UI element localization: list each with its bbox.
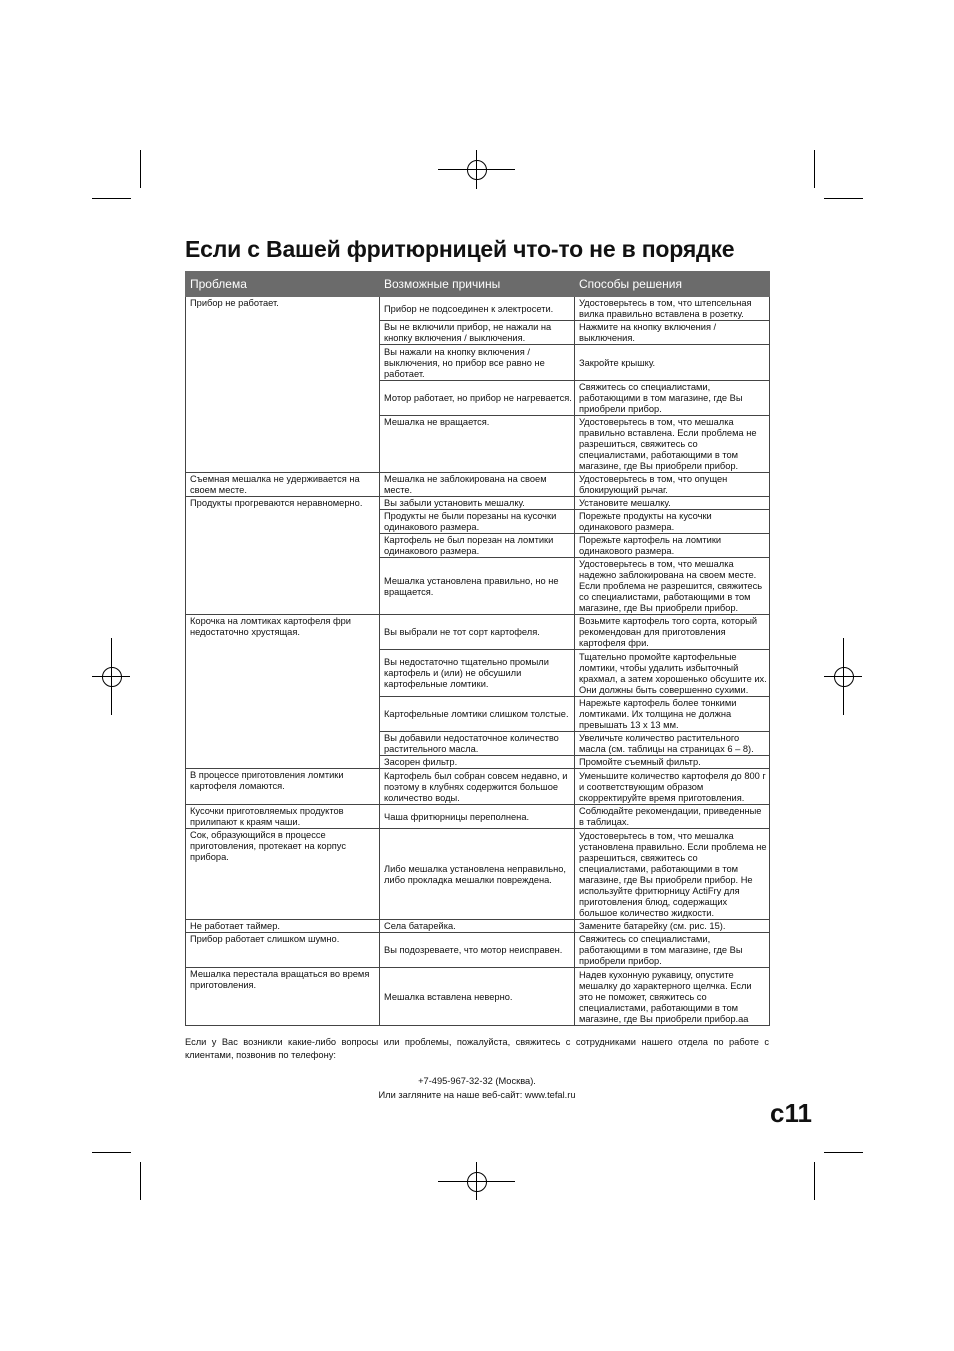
footer-contact-text: Если у Вас возникли какие-либо вопросы или проблемы, пожалуйста, свяжитесь с сотрудниками нашего отдела по работе с клиентами, позвонив по телефону: bbox=[185, 1037, 769, 1060]
problem-cell: Кусочки приготовляемых продуктов прилипают к краям чаши. bbox=[186, 805, 380, 829]
table-row bbox=[186, 473, 770, 497]
cause-cell: Либо мешалка установлена неправильно, либо прокладка мешалки повреждена. bbox=[380, 829, 575, 920]
solution-cell: Установите мешалку. bbox=[575, 497, 770, 510]
cause-cell: Картофель был собран совсем недавно, и поэтому в клубнях содержится большое количество воды. bbox=[380, 769, 575, 805]
cause-cell: Села батарейка. bbox=[380, 920, 575, 933]
page-title: Если с Вашей фритюрницей что-то не в порядке bbox=[185, 236, 735, 262]
problem-cell: Не работает таймер. bbox=[186, 920, 380, 933]
problem-cell: Сок, образующийся в процессе приготовления, протекает на корпус прибора. bbox=[186, 829, 380, 920]
solution-cell: Свяжитесь со специалистами, работающими в том магазине, где Вы приобрели прибор. bbox=[575, 381, 770, 416]
solution-cell: Уменьшите количество картофеля до 800 г и соответствующим образом скорректируйте время приготовления. bbox=[575, 769, 770, 805]
cause-cell: Мотор работает, но прибор не нагревается. bbox=[380, 381, 575, 416]
solution-cell: Увеличьте количество растительного масла (см. таблицы на страницах 6 – 8). bbox=[575, 732, 770, 756]
troubleshooting-table bbox=[185, 271, 770, 1026]
solution-cell: Нажмите на кнопку включения / выключения. bbox=[575, 321, 770, 345]
table-row bbox=[186, 615, 770, 650]
footer-phone: +7-495-967-32-32 (Москва). bbox=[418, 1076, 536, 1086]
solution-cell: Тщательно промойте картофельные ломтики, чтобы удалить избыточный крахмал, а затем хорошенько обсушите их. Они должны быть совершенно сухими. bbox=[575, 650, 770, 697]
cause-cell: Вы не включили прибор, не нажали на кнопку включения / выключения. bbox=[380, 321, 575, 345]
header-solutions: Способы решения bbox=[575, 272, 770, 297]
table-row bbox=[186, 497, 770, 510]
cause-cell: Прибор не подсоединен к электросети. bbox=[380, 297, 575, 321]
cause-cell: Вы недостаточно тщательно промыли картофель и (или) не обсушили картофельные ломтики. bbox=[380, 650, 575, 697]
cause-cell: Мешалка не заблокирована на своем месте. bbox=[380, 473, 575, 497]
header-problem: Проблема bbox=[186, 272, 380, 297]
cause-cell: Вы добавили недостаточное количество растительного масла. bbox=[380, 732, 575, 756]
cause-cell: Мешалка не вращается. bbox=[380, 416, 575, 473]
solution-cell: Удостоверьтесь в том, что мешалка надежно заблокирована на своем месте. Если проблема не разрешится, свяжитесь со специалистами, работающими в том магазине, где Вы приобрели прибор. bbox=[575, 558, 770, 615]
solution-cell: Удостоверьтесь в том, что опущен блокирующий рычаг. bbox=[575, 473, 770, 497]
solution-cell: Надев кухонную рукавицу, опустите мешалку до характерного щелчка. Если это не поможет, свяжитесь со специалистами, работающими в том магазине, где Вы приобрели прибор.аа bbox=[575, 968, 770, 1026]
problem-cell: Прибор работает слишком шумно. bbox=[186, 933, 380, 968]
page-number: c11 bbox=[770, 1098, 812, 1128]
problem-cell: Корочка на ломтиках картофеля фри недостаточно хрустящая. bbox=[186, 615, 380, 769]
cause-cell: Засорен фильтр. bbox=[380, 756, 575, 769]
cause-cell: Картофельные ломтики слишком толстые. bbox=[380, 697, 575, 732]
table-row bbox=[186, 933, 770, 968]
table-row bbox=[186, 297, 770, 321]
cause-cell: Чаша фритюрницы переполнена. bbox=[380, 805, 575, 829]
cause-cell: Картофель не был порезан на ломтики одинакового размера. bbox=[380, 534, 575, 558]
table-row bbox=[186, 829, 770, 920]
cause-cell: Вы забыли установить мешалку. bbox=[380, 497, 575, 510]
footer-website: Или загляните на наше веб-сайт: www.tefal.ru bbox=[378, 1090, 576, 1100]
solution-cell: Замените батарейку (см. рис. 15). bbox=[575, 920, 770, 933]
cause-cell: Продукты не были порезаны на кусочки одинакового размера. bbox=[380, 510, 575, 534]
problem-cell: Продукты прогреваются неравномерно. bbox=[186, 497, 380, 615]
solution-cell: Удостоверьтесь в том, что штепсельная вилка правильно вставлена в розетку. bbox=[575, 297, 770, 321]
cause-cell: Мешалка установлена правильно, но не вращается. bbox=[380, 558, 575, 615]
solution-cell: Возьмите картофель того сорта, который рекомендован для приготовления картофеля фри. bbox=[575, 615, 770, 650]
table-header-row bbox=[186, 272, 770, 297]
solution-cell: Закройте крышку. bbox=[575, 345, 770, 381]
solution-cell: Промойте съемный фильтр. bbox=[575, 756, 770, 769]
problem-cell: Съемная мешалка не удерживается на своем месте. bbox=[186, 473, 380, 497]
solution-cell: Порежьте картофель на ломтики одинакового размера. bbox=[575, 534, 770, 558]
problem-cell: Прибор не работает. bbox=[186, 297, 380, 473]
solution-cell: Свяжитесь со специалистами, работающими в том магазине, где Вы приобрели прибор. bbox=[575, 933, 770, 968]
table-row bbox=[186, 920, 770, 933]
cause-cell: Вы нажали на кнопку включения / выключения, но прибор все равно не работает. bbox=[380, 345, 575, 381]
solution-cell: Удостоверьтесь в том, что мешалка установлена правильно. Если проблема не разрешиться, свяжитесь со специалистами, работающими в том магазине, где Вы приобрели прибор. Не используйте фритюрницу ActiFry для приготовления блюд, содержащих большое количество жидкости. bbox=[575, 829, 770, 920]
problem-cell: В процессе приготовления ломтики картофеля ломаются. bbox=[186, 769, 380, 805]
table-row bbox=[186, 805, 770, 829]
cause-cell: Вы подозреваете, что мотор неисправен. bbox=[380, 933, 575, 968]
solution-cell: Удостоверьтесь в том, что мешалка правильно вставлена. Если проблема не разрешиться, свяжитесь со специалистами, работающими в том магазине, где Вы приобрели прибор. bbox=[575, 416, 770, 473]
solution-cell: Порежьте продукты на кусочки одинакового размера. bbox=[575, 510, 770, 534]
table-row bbox=[186, 968, 770, 1026]
table-row bbox=[186, 769, 770, 805]
solution-cell: Соблюдайте рекомендации, приведенные в таблицах. bbox=[575, 805, 770, 829]
cause-cell: Мешалка вставлена неверно. bbox=[380, 968, 575, 1026]
solution-cell: Нарежьте картофель более тонкими ломтиками. Их толщина не должна превышать 13 x 13 мм. bbox=[575, 697, 770, 732]
header-causes: Возможные причины bbox=[380, 272, 575, 297]
problem-cell: Мешалка перестала вращаться во время приготовления. bbox=[186, 968, 380, 1026]
cause-cell: Вы выбрали не тот сорт картофеля. bbox=[380, 615, 575, 650]
